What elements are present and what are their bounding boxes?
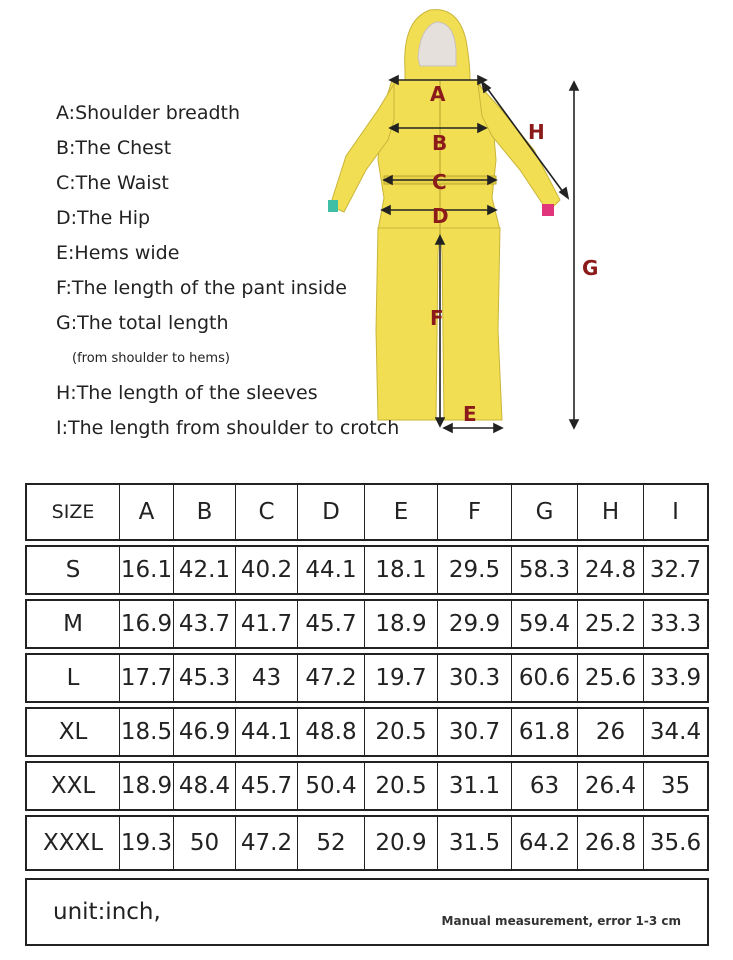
size-cell: M — [27, 601, 120, 647]
table-row — [25, 707, 709, 757]
legend-item: C:The Waist — [56, 172, 169, 194]
value-cell: 43 — [236, 655, 298, 701]
header-cell: B — [174, 485, 236, 539]
size-cell: S — [27, 547, 120, 593]
measurement-legend — [56, 96, 416, 446]
value-cell: 18.1 — [365, 547, 438, 593]
value-cell: 42.1 — [174, 547, 236, 593]
header-cell: H — [578, 485, 644, 539]
unit-label: unit:inch, — [53, 899, 161, 925]
value-cell: 30.3 — [438, 655, 512, 701]
value-cell: 46.9 — [174, 709, 236, 755]
value-cell: 35.6 — [649, 830, 702, 856]
value-cell: 18.9 — [120, 763, 174, 809]
table-row — [25, 599, 709, 649]
value-cell: 47.2 — [298, 655, 365, 701]
label-E: E — [463, 402, 477, 426]
header-cell: G — [512, 485, 578, 539]
value-cell: 58.3 — [512, 547, 578, 593]
table-row — [25, 815, 709, 871]
value-cell: 31.5 — [438, 817, 512, 869]
value-cell: 19.3 — [120, 817, 174, 869]
legend-item: H:The length of the sleeves — [56, 382, 318, 404]
value-cell: 59.4 — [512, 601, 578, 647]
value-cell: 24.8 — [578, 547, 644, 593]
value-cell: 61.8 — [512, 709, 578, 755]
value-cell: 41.7 — [236, 601, 298, 647]
size-cell: L — [27, 655, 120, 701]
value-cell: 64.2 — [512, 817, 578, 869]
label-H: H — [528, 120, 545, 144]
label-A: A — [430, 82, 446, 106]
size-cell: XL — [27, 709, 120, 755]
table-row — [25, 545, 709, 595]
size-cell: XXL — [27, 763, 120, 809]
table-row — [25, 653, 709, 703]
value-cell: 18.5 — [120, 709, 174, 755]
value-cell: 16.9 — [120, 601, 174, 647]
value-cell: 26.4 — [578, 763, 644, 809]
value-cell: 47.2 — [236, 817, 298, 869]
value-cell: 17.7 — [120, 655, 174, 701]
value-cell: 20.5 — [365, 763, 438, 809]
value-cell: 52 — [298, 817, 365, 869]
value-cell: 63 — [512, 763, 578, 809]
measurement-note: Manual measurement, error 1-3 cm — [441, 914, 681, 928]
value-cell: 35 — [660, 773, 691, 799]
value-cell: 18.9 — [365, 601, 438, 647]
value-cell: 45.7 — [298, 601, 365, 647]
legend-item: G:The total length — [56, 312, 229, 334]
label-F: F — [430, 306, 444, 330]
value-cell: 33.3 — [649, 611, 702, 637]
table-header-row — [25, 483, 709, 541]
value-cell: 44.1 — [236, 709, 298, 755]
label-D: D — [432, 204, 449, 228]
value-cell: 19.7 — [365, 655, 438, 701]
value-cell: 26.8 — [578, 817, 644, 869]
value-cell: 40.2 — [236, 547, 298, 593]
value-cell: 48.8 — [298, 709, 365, 755]
header-cell: A — [120, 485, 174, 539]
header-cell: SIZE — [27, 485, 120, 539]
legend-item: D:The Hip — [56, 207, 151, 229]
legend-item: A:Shoulder breadth — [56, 102, 241, 124]
value-cell: 20.5 — [365, 709, 438, 755]
value-cell: 43.7 — [174, 601, 236, 647]
header-cell: I — [672, 499, 679, 525]
value-cell: 60.6 — [512, 655, 578, 701]
legend-note: (from shoulder to hems) — [72, 351, 230, 366]
value-cell: 25.6 — [578, 655, 644, 701]
value-cell: 32.7 — [649, 557, 702, 583]
header-cell: D — [298, 485, 365, 539]
table-row — [25, 761, 709, 811]
value-cell: 20.9 — [365, 817, 438, 869]
value-cell: 31.1 — [438, 763, 512, 809]
value-cell: 50 — [174, 817, 236, 869]
value-cell: 45.7 — [236, 763, 298, 809]
value-cell: 34.4 — [649, 719, 702, 745]
table-footer — [25, 878, 709, 946]
legend-item: I:The length from shoulder to crotch — [56, 417, 400, 439]
size-cell: XXXL — [27, 817, 120, 869]
label-B: B — [432, 131, 448, 155]
value-cell: 48.4 — [174, 763, 236, 809]
value-cell: 29.5 — [438, 547, 512, 593]
legend-item: E:Hems wide — [56, 242, 180, 264]
value-cell: 25.2 — [578, 601, 644, 647]
header-cell: E — [365, 485, 438, 539]
legend-item: F:The length of the pant inside — [56, 277, 347, 299]
value-cell: 16.1 — [120, 547, 174, 593]
header-cell: C — [236, 485, 298, 539]
label-C: C — [432, 170, 447, 194]
header-cell: F — [438, 485, 512, 539]
value-cell: 29.9 — [438, 601, 512, 647]
legend-item: B:The Chest — [56, 137, 172, 159]
value-cell: 33.9 — [649, 665, 702, 691]
value-cell: 26 — [578, 709, 644, 755]
label-G: G — [582, 256, 599, 280]
right-leg — [440, 228, 502, 420]
value-cell: 30.7 — [438, 709, 512, 755]
value-cell: 45.3 — [174, 655, 236, 701]
value-cell: 50.4 — [298, 763, 365, 809]
value-cell: 44.1 — [298, 547, 365, 593]
